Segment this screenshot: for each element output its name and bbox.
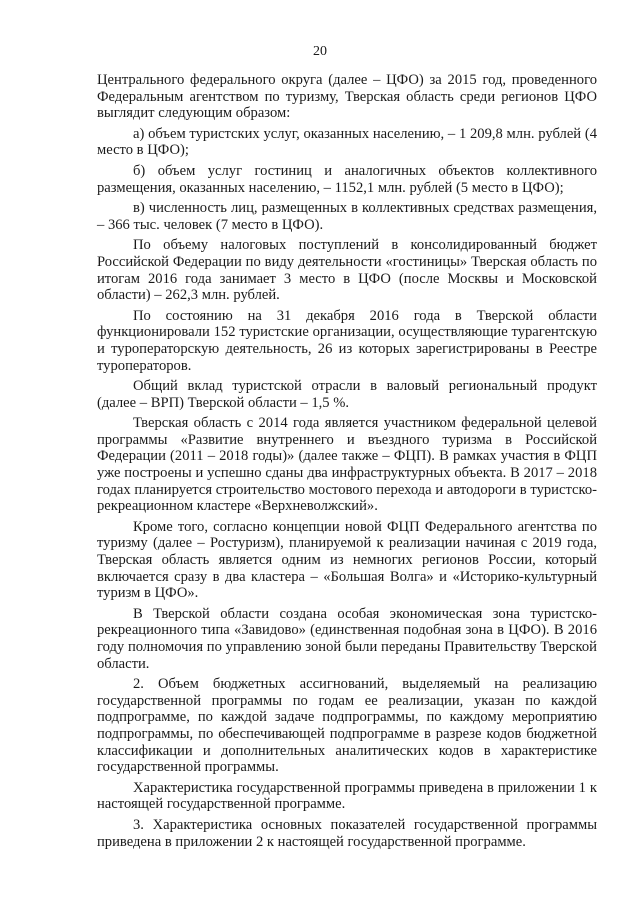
paragraph: 3. Характеристика основных показателей государственной программы приведена в приложении 2 к настоящей государственной программе. bbox=[97, 816, 597, 850]
paragraph: 2. Объем бюджетных ассигнований, выделяемый на реализацию государственной программы по годам ее реализации, указан по каждой подпрограмме, по каждой задаче подпрограммы, по каждому мероприятию подпрограммы, по обеспечивающей подпрограмме в разрезе кодов бюджетной классификации и дополнительных аналитических кодов в характеристике государственной программы. bbox=[97, 676, 597, 776]
document-body bbox=[97, 72, 597, 854]
paragraph: В Тверской области создана особая экономическая зона туристско-рекреационного типа «Завидово» (единственная подобная зона в ЦФО). В 2016 году полномочия по управлению зоной были переданы Правительству Тверской области. bbox=[97, 605, 597, 672]
paragraph: По объему налоговых поступлений в консолидированный бюджет Российской Федерации по виду деятельности «гостиницы» Тверская область по итогам 2016 года занимает 3 место в ЦФО (после Москвы и Московской области) – 262,3 млн. рублей. bbox=[97, 237, 597, 304]
paragraph: б) объем услуг гостиниц и аналогичных объектов коллективного размещения, оказанных населению, – 1152,1 млн. рублей (5 место в ЦФО); bbox=[97, 162, 597, 196]
paragraph: в) численность лиц, размещенных в коллективных средствах размещения, – 366 тыс. человек (7 место в ЦФО). bbox=[97, 200, 597, 233]
paragraph: а) объем туристских услуг, оказанных населению, – 1 209,8 млн. рублей (4 место в ЦФО); bbox=[97, 125, 597, 159]
page-number: 20 bbox=[313, 44, 327, 59]
paragraph: По состоянию на 31 декабря 2016 года в Тверской области функционировали 152 туристские организации, осуществляющие турагентскую и туроператорскую деятельность, 26 из которых зарегистрированы в Реестре туроператоров. bbox=[97, 307, 597, 374]
paragraph: Тверская область с 2014 года является участником федеральной целевой программы «Развитие внутреннего и въездного туризма в Российской Федерации (2011 – 2018 годы)» (далее также – ФЦП). В рамках участия в ФЦП уже построены и успешно сданы два инфраструктурных объекта. В 2017 – 2018 годах планируется строительство мостового перехода и автодороги в туристско-рекреационном кластере «Верхневолжский». bbox=[97, 415, 597, 515]
paragraph: Кроме того, согласно концепции новой ФЦП Федерального агентства по туризму (далее – Ростуризм), планируемой к реализации начиная с 2019 года, Тверская область является одним из немногих регионов России, который включается сразу в два кластера – «Большая Волга» и «Историко-культурный туризм в ЦФО». bbox=[97, 518, 597, 602]
paragraph: Характеристика государственной программы приведена в приложении 1 к настоящей государственной программе. bbox=[97, 779, 597, 813]
paragraph: Центрального федерального округа (далее – ЦФО) за 2015 год, проведенного Федеральным агентством по туризму, Тверская область среди регионов ЦФО выглядит следующим образом: bbox=[97, 72, 597, 122]
paragraph: Общий вклад туристской отрасли в валовый региональный продукт (далее – ВРП) Тверской области – 1,5 %. bbox=[97, 378, 597, 411]
